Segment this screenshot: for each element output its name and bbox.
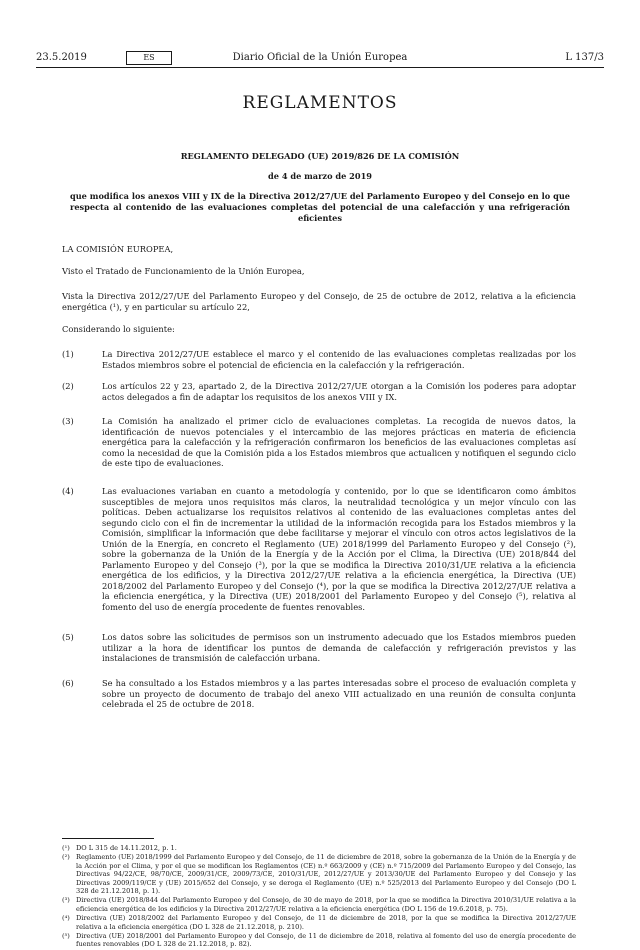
footnote-text: Directiva (UE) 2018/2002 del Parlamento Europeo y del Consejo, de 11 de diciembre de 2018, por la que se modifica la Directiva 2012/27/UE relativa a la eficiencia energética (DO L 328 de 21.12.2018, p. 210). [76,914,576,931]
footnote [62,896,576,913]
header-rule [36,67,604,68]
recital [62,381,576,402]
footnote-text: DO L 315 de 14.11.2012, p. 1. [76,844,177,852]
footnote [62,853,576,895]
footnotes [62,844,576,950]
recital-text: Se ha consultado a los Estados miembros y a las partes interesadas sobre el proceso de evaluación completa y sobre un proyecto de documento de trabajo del anexo VIII actualizado en una reunión de consulta conjunta celebrada el 25 de octubre de 2018. [102,678,576,709]
journal-title: Diario Oficial de la Unión Europea [232,52,408,63]
footnote-number: (⁵) [62,932,70,941]
recital-number: (6) [62,678,74,688]
recital-number: (4) [62,486,74,496]
footnote [62,914,576,931]
footnote [62,932,576,949]
recital-text: Los artículos 22 y 23, apartado 2, de la Directiva 2012/27/UE otorgan a la Comisión los poderes para adoptar actos delegados a fin de adaptar los requisitos de los anexos VIII y IX. [102,381,576,402]
language-badge: ES [126,51,172,65]
recital-text: La Comisión ha analizado el primer ciclo de evaluaciones completas. La recogida de nuevos datos, la identificación de nuevos potenciales y el intercambio de las mejores prácticas en materia de eficiencia energética para la calefacción y la refrigeración confirmaron los beneficios de las evaluaciones completas así como la necesidad de que la Comisión pida a los Estados miembros que actualicen y notifiquen el segundo ciclo de este tipo de evaluaciones. [102,416,576,468]
footnote-number: (⁴) [62,914,70,923]
regulation-subject: que modifica los anexos VIII y IX de la Directiva 2012/27/UE del Parlamento Europeo y del Consejo en lo que respecta al contenido de las evaluaciones completas del potencial de una calefacción y una refrigeración eficientes [70,191,570,223]
footnote-text: Directiva (UE) 2018/844 del Parlamento Europeo y del Consejo, de 30 de mayo de 2018, por la que se modifica la Directiva 2010/31/UE relativa a la eficiencia energética de los edificios y la Directiva 2012/27/UE relativa a la eficiencia energética (DO L 156 de 19.6.2018, p. 75). [76,896,576,913]
footnote-text: Reglamento (UE) 2018/1999 del Parlamento Europeo y del Consejo, de 11 de diciembre de 2018, sobre la gobernanza de la Unión de la Energía y de la Acción por el Clima, y por el que se modifican los Reglamentos (CE) n.º 663/2009 y (CE) n.º 715/2009 del Parlamento Europeo y del Consejo, las Directivas 94/22/CE, 98/70/CE, 2009/31/CE, 2009/73/CE, 2010/31/UE, 2012/27/UE y 2013/30/UE del Parlamento Europeo y del Consejo y las Directivas 2009/119/CE y (UE) 2015/652 del Consejo, y se deroga el Reglamento (UE) n.º 525/2013 del Parlamento Europeo y del Consejo (DO L 328 de 21.12.2018, p. 1). [76,853,576,896]
recital-text: Los datos sobre las solicitudes de permisos son un instrumento adecuado que los Estados miembros pueden utilizar a la hora de identificar los puntos de demanda de calefacción y refrigeración previstos y las instalaciones de transmisión de calefacción urbana. [102,632,576,663]
footnote-number: (²) [62,853,70,862]
recital [62,678,576,710]
recital-number: (1) [62,349,74,359]
footnote-rule [62,838,154,839]
footnote-number: (¹) [62,844,70,852]
recital [62,416,576,469]
regulation-title: REGLAMENTO DELEGADO (UE) 2019/826 DE LA COMISIÓN [180,151,460,161]
publication-date: 23.5.2019 [36,52,87,63]
preamble-commission: LA COMISIÓN EUROPEA, [62,244,174,254]
recital-text: La Directiva 2012/27/UE establece el marco y el contenido de las evaluaciones completas realizadas por los Estados miembros sobre el potencial de eficiencia en la calefacción y la refrigeración. [102,349,576,370]
recital-number: (3) [62,416,74,426]
footnote [62,844,576,852]
page-number: L 137/3 [565,52,604,63]
recital-number: (5) [62,632,74,642]
preamble-treaty: Visto el Tratado de Funcionamiento de la Unión Europea, [62,266,305,276]
recital-number: (2) [62,381,74,391]
journal-header [36,50,604,68]
recital [62,632,576,664]
preamble-directive: Vista la Directiva 2012/27/UE del Parlamento Europeo y del Consejo, de 25 de octubre de 2012, relativa a la eficiencia energética (¹), y en particular su artículo 22, [62,291,576,312]
footnote-number: (³) [62,896,70,905]
footnote-text: Directiva (UE) 2018/2001 del Parlamento Europeo y del Consejo, de 11 de diciembre de 2018, relativa al fomento del uso de energía procedente de fuentes renovables (DO L 328 de 21.12.2018, p. 82). [76,932,576,949]
regulation-date: de 4 de marzo de 2019 [268,171,372,181]
recital [62,486,576,612]
recital [62,349,576,370]
recital-text: Las evaluaciones variaban en cuanto a metodología y contenido, por lo que se identificaron como ámbitos susceptibles de mejora unos requisitos más claros, la neutralidad tecnológica y un mejor vínculo con las políticas. Deben actualizarse los requisitos relativos al contenido de las evaluaciones completas antes del segundo ciclo con el fin de incrementar la utilidad de la información recogida para los Estados miembros y la Comisión, simplificar la información que debe facilitarse y mejorar el vínculo con otros actos legislativos de la Unión de la Energía, en concreto el Reglamento (UE) 2018/1999 del Parlamento Europeo y del Consejo (²), sobre la gobernanza de la Unión de la Energía y de la Acción por el Clima, la Directiva (UE) 2018/844 del Parlamento Europeo y del Consejo (³), por la que se modifica la Directiva 2010/31/UE relativa a la eficiencia energética de los edificios, y la Directiva 2012/27/UE relativa a la eficiencia energética, la Directiva (UE) 2018/2002 del Parlamento Europeo y del Consejo (⁴), por la que se modifica la Directiva 2012/27/UE relativa a la eficiencia energética, y la Directiva (UE) 2018/2001 del Parlamento Europeo y del Consejo (⁵), relativa al fomento del uso de energía procedente de fuentes renovables. [102,486,576,612]
section-heading: REGLAMENTOS [242,93,398,113]
preamble-considering: Considerando lo siguiente: [62,324,175,334]
